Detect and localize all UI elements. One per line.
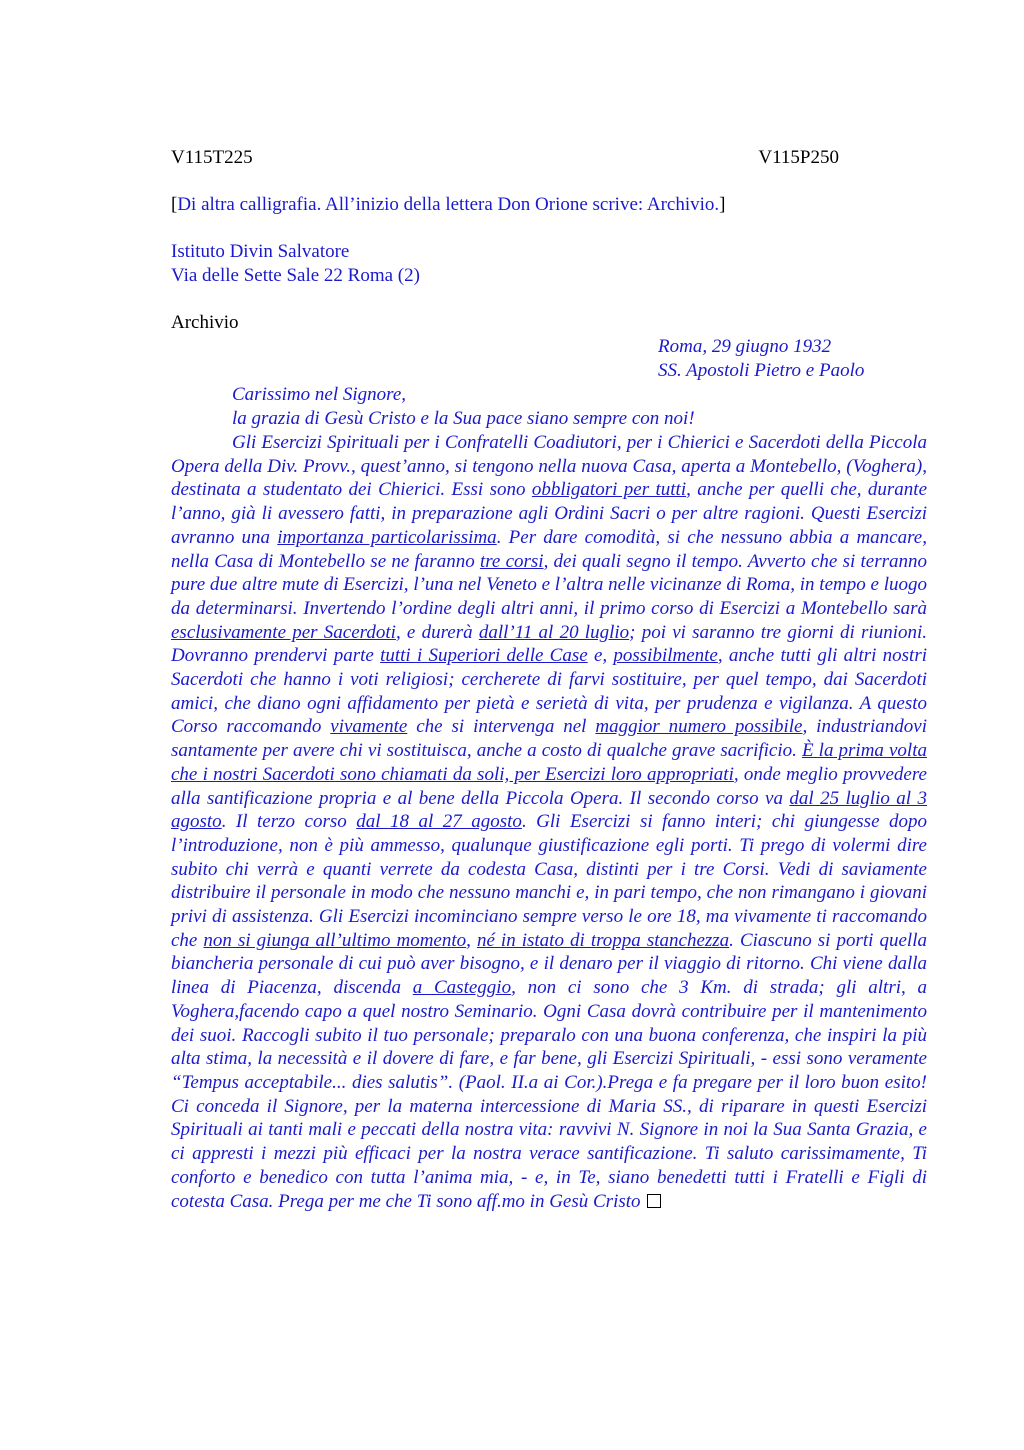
emphasis-underline: non si giunga all’ultimo momento [203,929,467,951]
emphasis-underline: esclusivamente per Sacerdoti [171,621,396,643]
emphasis-underline: obbligatori per tutti [531,479,687,501]
letter-body [171,431,927,1213]
dateline-feast: SS. Apostoli Pietro e Paolo [658,360,865,381]
emphasis-underline: tutti i Superiori delle Case [380,645,588,667]
emphasis-underline: possibilmente [613,645,718,667]
emphasis-underline: tre corsi [479,550,544,572]
document-header [171,146,927,170]
emphasis-underline: È la prima volta che i nostri Sacerdoti sono chiamati da soli, per Esercizi loro appropriati [171,740,927,785]
emphasis-underline: a Casteggio [412,977,512,999]
emphasis-underline: dal 25 luglio al 3 agosto [171,787,927,833]
document-code-right: V115P250 [758,147,839,168]
emphasis-underline: dal 18 al 27 agosto [356,811,522,833]
address-line-1: Istituto Divin Salvatore [171,241,350,262]
emphasis-underline: importanza particolarissima [277,526,497,548]
emphasis-underline: dall’11 al 20 luglio [478,621,630,643]
archive-label: Archivio [171,312,239,333]
editor-note-text: Di altra calligrafia. All’inizio della lettera Don Orione scrive: Archivio. [177,194,720,215]
letter-paragraph: Gli Esercizi Spirituali per i Confratelli Coadiutori, per i Chierici e Sacerdoti della Piccola Opera della Div. Provv., quest’anno, si tengono nella nuova Casa, aperta a Montebello, (Voghera), destinata a studentato dei Chierici. Essi sono obbligatori per tutti, anche per quelli che, durante l’anno, già li avessero fatti, in preparazione agli Ordini Sacri o per altre ragioni. Questi Esercizi avranno una importanza particolarissima. Per dare comodità, si che nessuno abbia a mancare, nella Casa di Montebello se ne faranno tre corsi, dei quali segno il tempo. Avverto che si terranno pure due altre mute di Esercizi, l’una nel Veneto e l’altra nelle vicinanze di Roma, in tempo e luogo da determinarsi. Invertendo l’ordine degli altri anni, il primo corso di Esercizi a Montebello sarà esclusivamente per Sacerdoti, e durerà dall’11 al 20 luglio; poi vi saranno tre giorni di riunioni. Dovranno prendervi parte tutti i Superiori delle Case e, possibilmente, anche tutti gli altri nostri Sacerdoti che hanno i voti religiosi; cercherete di farvi sostituire, per quel tempo, dai Sacerdoti amici, che diano ogni affidamento per pietà e serietà di vita, per prudenza e vigilanza. A questo Corso raccomando vivamente che si intervenga nel maggior numero possibile, industriandovi santamente per avere chi vi sostituisca, anche a costo di qualche grave sacrificio. È la prima volta che i nostri Sacerdoti sono chiamati da soli, per Esercizi loro appropriati, onde meglio provvedere alla santificazione propria e al bene della Piccola Opera. Il secondo corso va dal 25 luglio al 3 agosto. Il terzo corso dal 18 al 27 agosto. Gli Esercizi si fanno interi; chi giungesse dopo l’introduzione, non è più ammesso, qualunque giustificazione egli porti. Ti prego di volermi dire subito chi verrà e quanti verrete da codesta Casa, distinti per i tre Corsi. Vedi di saviamente distribuire il personale in modo che nessuno manchi e, in pari tempo, che non rimangano i giovani privi di assistenza. Gli Esercizi incominciano sempre verso le ore 18, ma vivamente ti raccomando che non si giunga all’ultimo momento, né in istato di troppa stanchezza. Ciascuno si porti quella biancheria personale di cui può aver bisogno, e il denaro per il viaggio di ritorno. Chi viene dalla linea di Piacenza, discenda a Casteggio, non ci sono che 3 Km. di strada; gli altri, a Voghera,facendo capo a quel nostro Seminario. Ogni Casa dovrà contribuire per il mantenimento dei suoi. Raccogli subito il tuo personale; preparalo con una buona conferenza, che inspiri la più alta stima, la necessità e il dovere di fare, e far bene, gli Esercizi Spirituali, - essi sono veramente “Tempus acceptabile... dies salutis”. (Paol. II.a ai Cor.).Prega e fa pregare per il loro buon esito! Ci conceda il Signore, per la materna intercessione di Maria SS., di riparare in questi Esercizi Spirituali ai tanti mali e peccati della nostra vita: ravvivi N. Signore in noi la Sua Santa Grazia, e ci appresti i mezzi più efficaci per la nostra verace santificazione. Ti saluto carissimamente, Ti conforto e benedico con tutta l’anima mia, - e, in Te, siano benedetti tutti i Fratelli e Figli di cotesta Casa. Prega per me che Ti sono aff.mo in Gesù Cristo [171,432,928,1212]
address-line-2: Via delle Sette Sale 22 Roma (2) [171,265,420,286]
missing-glyph-box [647,1194,661,1208]
salutation-line-1: Carissimo nel Signore, [232,384,406,405]
dateline-date: Roma, 29 giugno 1932 [658,336,832,357]
emphasis-underline: né in istato di troppa stanchezza [476,929,730,951]
document-page [171,146,927,1213]
salutation-line-2: la grazia di Gesù Cristo e la Sua pace siano sempre con noi! [232,408,695,429]
emphasis-underline: vivamente [330,716,408,738]
editor-note: [Di altra calligrafia. All’inizio della lettera Don Orione scrive: Archivio.] [171,194,726,215]
emphasis-underline: maggior numero possibile [595,716,803,738]
document-code-left: V115T225 [171,147,253,168]
